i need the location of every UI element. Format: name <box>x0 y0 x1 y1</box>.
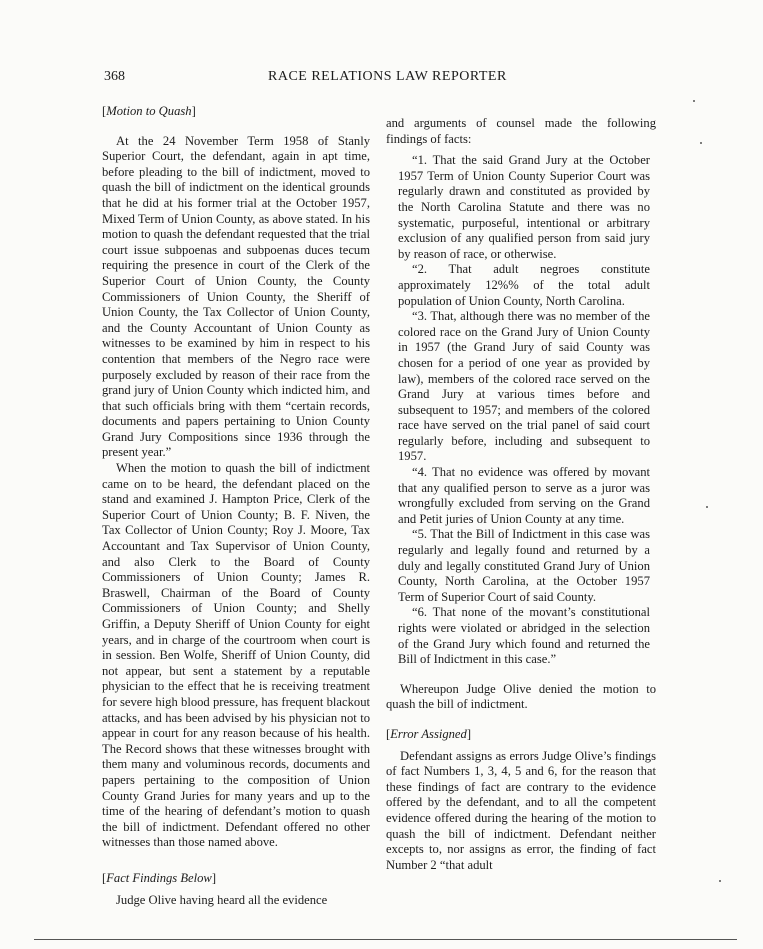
page-number: 368 <box>104 69 125 84</box>
paragraph: At the 24 November Term 1958 of Stanly Superior Court, the defendant, again in apt time, before pleading to the bill of indictment, moved to quash the bill of indictment on the identical grounds that he did at his former trial at the October 1957, Mixed Term of Union County, as above stated. In his motion to quash the defendant requested that the trial court issue subpoenas and subpoenas duces tecum requiring the presence in court of the Clerk of the Superior Court of Union County, the County Commissioners of Union County, the Sheriff of Union County, the Tax Collector of Union County, and the County Accountant of Union County as witnesses to be examined by him in respect to his contention that members of the Negro race were purposely excluded by reason of their race from the grand jury of Union County which indicted him, and that such officials bring with them “certain records, documents and papers pertaining to Union County Grand Jury Compositions since 1936 through the present year.” <box>102 133 370 460</box>
paragraph: and arguments of counsel made the following findings of facts: <box>386 116 656 146</box>
heading-fact-findings: [Fact Findings Below] <box>102 870 217 885</box>
heading-error-assigned: [Error Assigned] <box>386 726 472 741</box>
scan-speck <box>693 100 695 102</box>
finding-5: “5. That the Bill of Indictment in this case was regularly and legally found and returned by a duly and legally constituted Grand Jury of Union County, North Carolina, at the October 1957 Term of Superior Court of said County. <box>398 527 650 604</box>
heading-motion-to-quash: [Motion to Quash] <box>102 104 196 118</box>
finding-2: “2. That adult negroes constitute approximately 12%% of the total adult population of Union County, North Carolina. <box>398 262 650 308</box>
footer-rule <box>34 939 737 940</box>
scan-speck <box>719 880 721 882</box>
finding-3: “3. That, although there was no member of the colored race on the Grand Jury of Union County in 1957 (the Grand Jury of said County was chosen for a period of one year as provided by law), members of the colored race served on the Grand Jury at various times before and subsequent to 1957; and members of the colored race have served on the trial panel of said court regularly before, including and subsequent to 1957. <box>398 309 650 464</box>
finding-1: “1. That the said Grand Jury at the October 1957 Term of Union County Superior Court was regularly drawn and constituted as provided by the North Carolina Statute and there was no systematic, purposeful, intentional or arbitrary exclusion of any qualified person from said jury by reason of race, or otherwise. <box>398 153 650 261</box>
finding-4: “4. That no evidence was offered by movant that any qualified person to serve as a juror was wrongfully excluded from serving on the Grand and Petit juries of Union County at any time. <box>398 465 650 526</box>
running-head: RACE RELATIONS LAW REPORTER <box>268 69 507 84</box>
paragraph: Whereupon Judge Olive denied the motion to quash the bill of indictment. <box>386 681 656 712</box>
scan-speck <box>700 142 702 144</box>
paragraph: When the motion to quash the bill of indictment came on to be heard, the defendant placed on the stand and examined J. Hampton Price, Clerk of the Superior Court of Union County; B. F. Niven, the Tax Collector of Union County; Roy J. Moore, Tax Accountant and Tax Supervisor of Union County, and also Clerk to the Board of County Commissioners of Union County; James R. Braswell, Chairman of the Board of County Commissioners of Union County; and Shelly Griffin, a Deputy Sheriff of Union County for eight years, and in charge of the courtroom when court is in session. Ben Wolfe, Sheriff of Union County, did not appear, but sent a statement by a reputable physician to the effect that he is receiving treatment for severe high blood pressure, has frequent blackout attacks, and has been advised by his physician not to appear in court for any reason because of his health. The Record shows that these witnesses brought with them many and voluminous records, documents and papers pertaining to the composition of Union County Grand Juries for many years and up to the time of the hearing of defendant’s motion to quash the bill of indictment. Defendant offered no other witnesses than those named above. <box>102 461 370 850</box>
scan-speck <box>706 506 708 508</box>
paragraph: Defendant assigns as errors Judge Olive’s findings of fact Numbers 1, 3, 4, 5 and 6, for the reason that these findings of fact are contrary to the evidence offered by the defendant, and to all the competent evidence offered during the hearing of the motion to quash the bill of indictment. Defendant neither excepts to, nor assigns as error, the finding of fact Number 2 “that adult <box>386 748 656 872</box>
left-column <box>102 104 370 908</box>
right-column <box>386 116 656 873</box>
finding-6: “6. That none of the movant’s constitutional rights were violated or abridged in the selection of the Grand Jury which found and returned the Bill of Indictment in this case.” <box>398 605 650 667</box>
paragraph: Judge Olive having heard all the evidence <box>116 892 328 907</box>
